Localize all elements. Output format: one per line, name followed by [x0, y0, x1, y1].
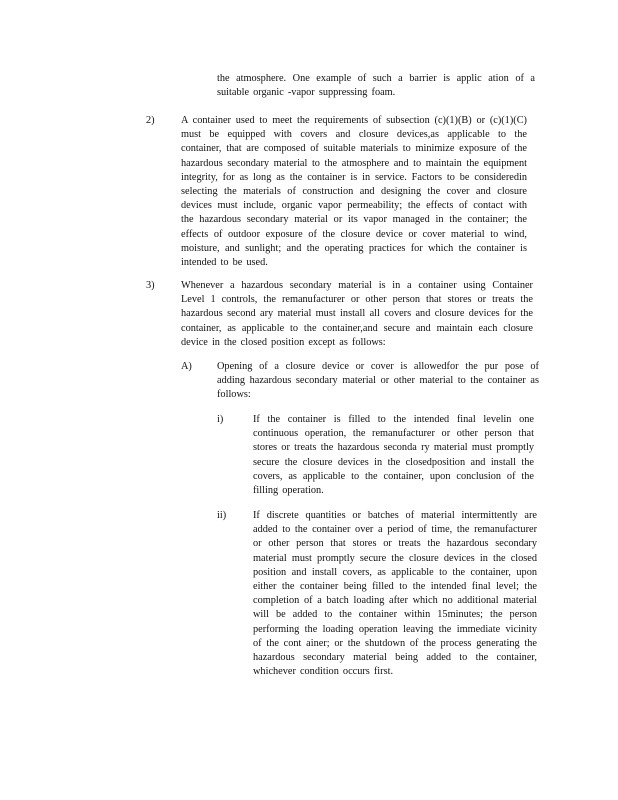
item-3a-i-marker: i) — [217, 414, 224, 425]
item-3a-ii-paragraph: If discrete quantities or batches of material intermittently are added to the container over a period of time, the remanufacturer or other person that stores or treats the hazardous secondary material must promptly secure the closure devices in the closed position and install covers, as applicable to the container, upon either the container being filled to the intended final level; the completion of a batch loading after which no additional material will be added to the container within 15minutes; the person performing the loading operation leaving the immediate vicinity of the cont ainer; or the shutdown of the process generating the hazardous secondary material being added to the container, whichever condition occurs first. — [253, 510, 537, 678]
continuation-paragraph: the atmosphere. One example of such a barrier is applic ation of a suitable organic -vapor suppressing foam. — [217, 73, 535, 99]
item-3a-marker: A) — [181, 361, 192, 372]
item-3-paragraph: Whenever a hazardous secondary material is in a container using Container Level 1 controls, the remanufacturer or other person that stores or treats the hazardous second ary material must install all covers and closure devices for the container, as applicable to the container,and secure and maintain each closure device in the closed position except as follows: — [181, 280, 533, 348]
item-3-marker: 3) — [146, 280, 155, 291]
item-3a-i-paragraph: If the container is filled to the intended final levelin one continuous operation, the remanufacturer or other person that stores or treats the hazardous seconda ry material must promptly secure the closure devices in the closedposition and install the covers, as applicable to the container, upon conclusion of the filling operation. — [253, 414, 534, 497]
item-3a-ii-marker: ii) — [217, 510, 227, 521]
item-2-marker: 2) — [146, 115, 155, 126]
item-3a-paragraph: Opening of a closure device or cover is allowedfor the pur pose of adding hazardous secondary material or other material to the container as follows: — [217, 361, 539, 401]
item-2-paragraph: A container used to meet the requirements of subsection (c)(1)(B) or (c)(1)(C) must be equipped with covers and closure devices,as applicable to the container, that are composed of suitable materials to minimize exposure of the hazardous secondary material to the atmosphere and to maintain the equipment integrity, for as long as the container is in service. Factors to be consideredin selecting the materials of construction and designing the cover and closure devices must include, organic vapor permeability; the effects of contact with the hazardous secondary material or its vapor managed in the container; the effects of outdoor exposure of the closure device or cover material to wind, moisture, and sunlight; and the operating practices for which the container is intended to be used. — [181, 115, 527, 269]
